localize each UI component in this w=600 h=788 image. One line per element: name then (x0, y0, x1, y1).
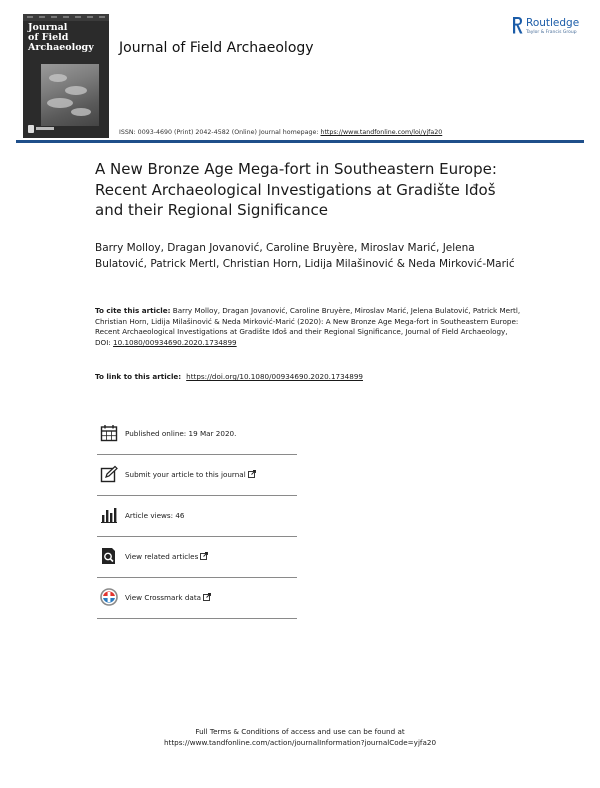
cover-publisher-logo (28, 125, 54, 133)
external-link-icon (203, 593, 211, 601)
cover-top-band (23, 14, 109, 21)
issn-line (119, 129, 442, 136)
article-link-label: To link to this article: (95, 372, 182, 381)
cover-photo (41, 64, 99, 126)
article-link (95, 372, 363, 381)
routledge-logo-icon (512, 16, 523, 35)
author-list: Barry Molloy, Dragan Jovanović, Caroline Bruyère, Miroslav Marić, Jelena Bulatović, Patrick Mertl, Christian Horn, Lidija Milašinović & Neda Mirković-Marić (95, 242, 515, 270)
crossmark-label: View Crossmark data (125, 593, 202, 602)
related-articles-link[interactable] (125, 552, 208, 561)
article-title: A New Bronze Age Mega-fort in Southeastern Europe: Recent Archaeological Investigations at Gradište Iđoš and their Regional Significance (95, 160, 497, 219)
submit-article-label: Submit your article to this journal (125, 470, 246, 479)
item-divider (97, 618, 297, 619)
issn-text: ISSN: 0093-4690 (Print) 2042-4582 (Online) Journal homepage: (119, 129, 321, 136)
edit-icon (100, 465, 118, 483)
published-online-item (97, 414, 297, 454)
crossmark-link[interactable] (125, 593, 211, 602)
article-views-item (97, 496, 297, 536)
related-articles-icon (100, 547, 118, 565)
journal-name: Journal of Field Archaeology (119, 40, 314, 56)
footer (0, 727, 600, 749)
external-link-icon (200, 552, 208, 560)
external-link-icon (248, 470, 256, 478)
footer-terms-link[interactable]: https://www.tandfonline.com/action/journalInformation?journalCode=yjfa20 (163, 737, 437, 747)
published-online-text: Published online: 19 Mar 2020. (125, 429, 237, 438)
journal-cover (23, 14, 109, 138)
citation-label: To cite this article: (95, 306, 171, 315)
header-divider (16, 140, 584, 143)
article-views-text: Article views: 46 (125, 511, 185, 520)
article-doi-link[interactable]: https://doi.org/10.1080/00934690.2020.1734899 (186, 372, 363, 381)
publisher-logo (512, 16, 592, 40)
crossmark-icon (100, 588, 118, 606)
related-articles-label: View related articles (125, 552, 199, 561)
citation-text: Barry Molloy, Dragan Jovanović, Caroline Bruyère, Miroslav Marić, Jelena Bulatović, Patrick Mertl, Christian Horn, Lidija Milašinović & Neda Mirković-Marić (2020): A New Bronze Age Mega-fort in Southeastern Europe: Recent Archaeological Investigations at Gradište Iđoš and their Regional Significance, Journal of Field Archaeology, DOI: (95, 306, 521, 347)
related-articles-item[interactable] (97, 537, 297, 577)
publisher-name: Routledge (526, 17, 580, 29)
submit-article-link[interactable] (125, 470, 256, 479)
publisher-group: Taylor & Francis Group (526, 30, 577, 35)
citation-doi-link[interactable]: 10.1080/00934690.2020.1734899 (113, 337, 237, 347)
calendar-icon (100, 424, 118, 442)
submit-article-item[interactable] (97, 455, 297, 495)
crossmark-item[interactable] (97, 578, 297, 618)
cover-title: Journal of Field Archaeology (28, 22, 94, 53)
footer-terms-text: Full Terms & Conditions of access and use can be found at (195, 727, 405, 736)
bar-chart-icon (100, 506, 118, 524)
journal-homepage-link[interactable]: https://www.tandfonline.com/loi/yjfa20 (320, 129, 443, 136)
citation (95, 306, 523, 348)
